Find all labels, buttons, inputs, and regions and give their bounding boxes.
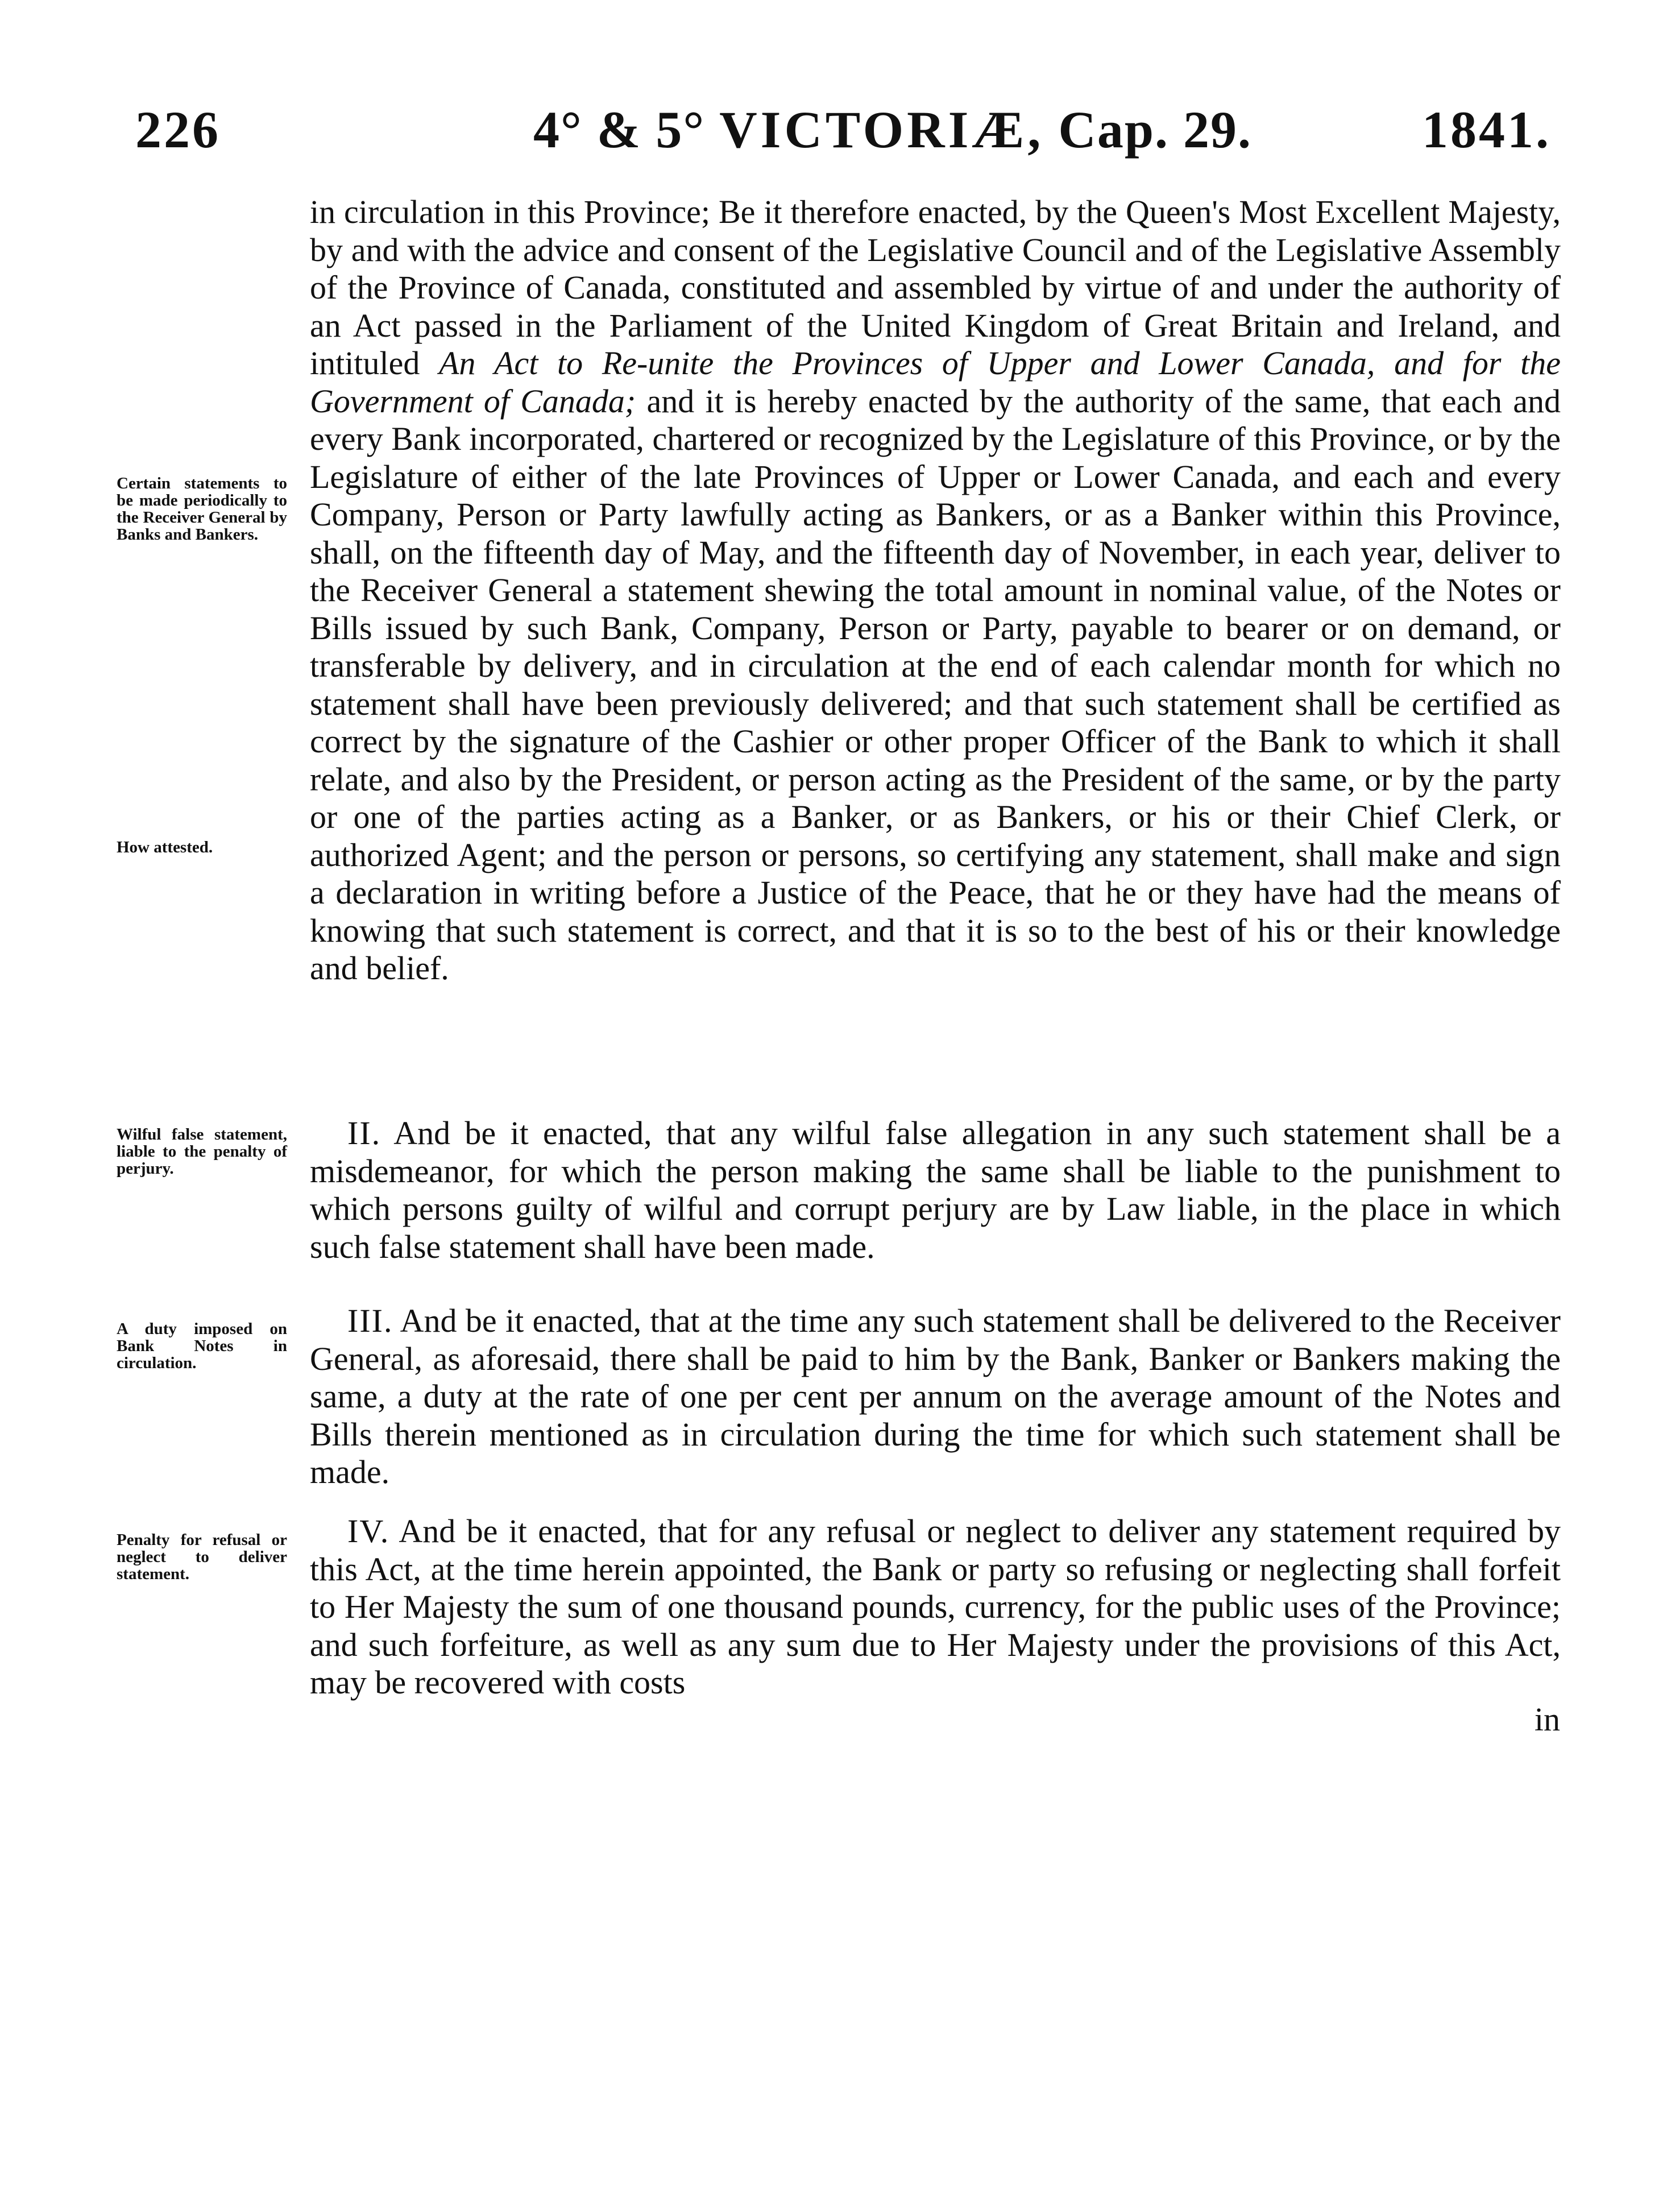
running-header — [135, 100, 1551, 162]
margin-note-perjury: Wilful false statement, liable to the penalty of perjury. — [117, 1125, 287, 1178]
section-4 — [310, 1513, 1561, 1702]
enacting-text-part-2: and it is hereby enacted by the authority of the same, that each and every Bank incorporated, chartered or recognized by the Legislature of this Province, or by the Legislature of either of the late Provinces of Upper or Lower Canada, and each and every Company, Person or Party lawfully acting as Bankers, or as a Banker within this Province, shall, on the fifteenth day of May, and the fifteenth day of November, in each year, deliver to the Receiver General a statement shewing the total amount in nominal value, of the Notes or Bills issued by such Bank, Company, Person or Party, payable to bearer or on demand, or transferable by delivery, and in circulation at the end of each calendar month for which no statement shall have been previously delivered; and that such statement shall be certified as correct by the signature of the Cashier or other proper Officer of the Bank to which it shall relate, and also by the President, or person acting as the President of the same, or by the party or one of the parties acting as a Banker, or as Bankers, or his or their Chief Clerk, or authorized Agent; and the person or persons, so certifying any statement, shall make and sign a declaration in writing before a Justice of the Peace, that he or they have had the means of knowing that such statement is correct, and that it is so to the best of his or their knowledge and belief. — [310, 382, 1561, 987]
section-2 — [310, 1115, 1561, 1266]
catchword: in — [1534, 1701, 1560, 1738]
sovereign-name: VICTORIÆ, — [719, 101, 1044, 159]
year: 1841. — [1422, 101, 1551, 159]
regnal-years: 4° & 5° — [533, 101, 706, 159]
section-text: And be it enacted, that at the time any such statement shall be delivered to the Receiver General, as aforesaid, there shall be paid to him by the Bank, Banker or Bankers making the same, a duty at the rate of one per cent per annum on the average amount of the Notes and Bills therein mentioned as in circulation during the time for which such statement shall be made. — [310, 1302, 1561, 1490]
margin-note-attestation: How attested. — [117, 838, 213, 856]
margin-note-duty: A duty imposed on Bank Notes in circulation. — [117, 1320, 287, 1372]
section-number: IV. — [347, 1513, 390, 1550]
page-number: 226 — [135, 101, 221, 159]
enacting-paragraph — [310, 193, 1561, 988]
section-3 — [310, 1302, 1561, 1492]
margin-note-penalty: Penalty for refusal or neglect to deliver statement. — [117, 1531, 287, 1583]
section-text: And be it enacted, that for any refusal or neglect to deliver any statement required by this Act, at the time herein appointed, the Bank or party so refusing or neglecting shall forfeit to Her Majesty the sum of one thousand pounds, currency, for the public uses of the Province; and such forfeiture, as well as any sum due to Her Majesty under the provisions of this Act, may be recovered with costs — [310, 1513, 1561, 1701]
section-number: II. — [347, 1115, 381, 1151]
enacting-text-part-1: in circulation in this Province; Be it therefore enacted, by the Queen's Most Excellent Majesty, by and with the advice and consent of the Legislative Council and of the Legislative Assembly of the Province of Canada, constituted and assembled by virtue of and under the authority of an Act passed in the Parliament of the United Kingdom of Great Britain and Ireland, and intituled — [310, 193, 1561, 382]
margin-note-statements: Certain statements to be made periodically to the Receiver General by Banks and Bankers. — [117, 474, 287, 544]
running-title — [533, 100, 1252, 160]
act-title: An Act to Re-unite the Provinces of Upper and Lower Canada, and for the Government of Canada; — [310, 345, 1561, 420]
section-text: And be it enacted, that any wilful false allegation in any such statement shall be a misdemeanor, for which the person making the same shall be liable to the punishment to which persons guilty of wilful and corrupt perjury are by Law liable, in the place in which such false statement shall have been made. — [310, 1115, 1561, 1265]
chapter-number: Cap. 29. — [1058, 101, 1253, 159]
section-number: III. — [347, 1302, 393, 1339]
